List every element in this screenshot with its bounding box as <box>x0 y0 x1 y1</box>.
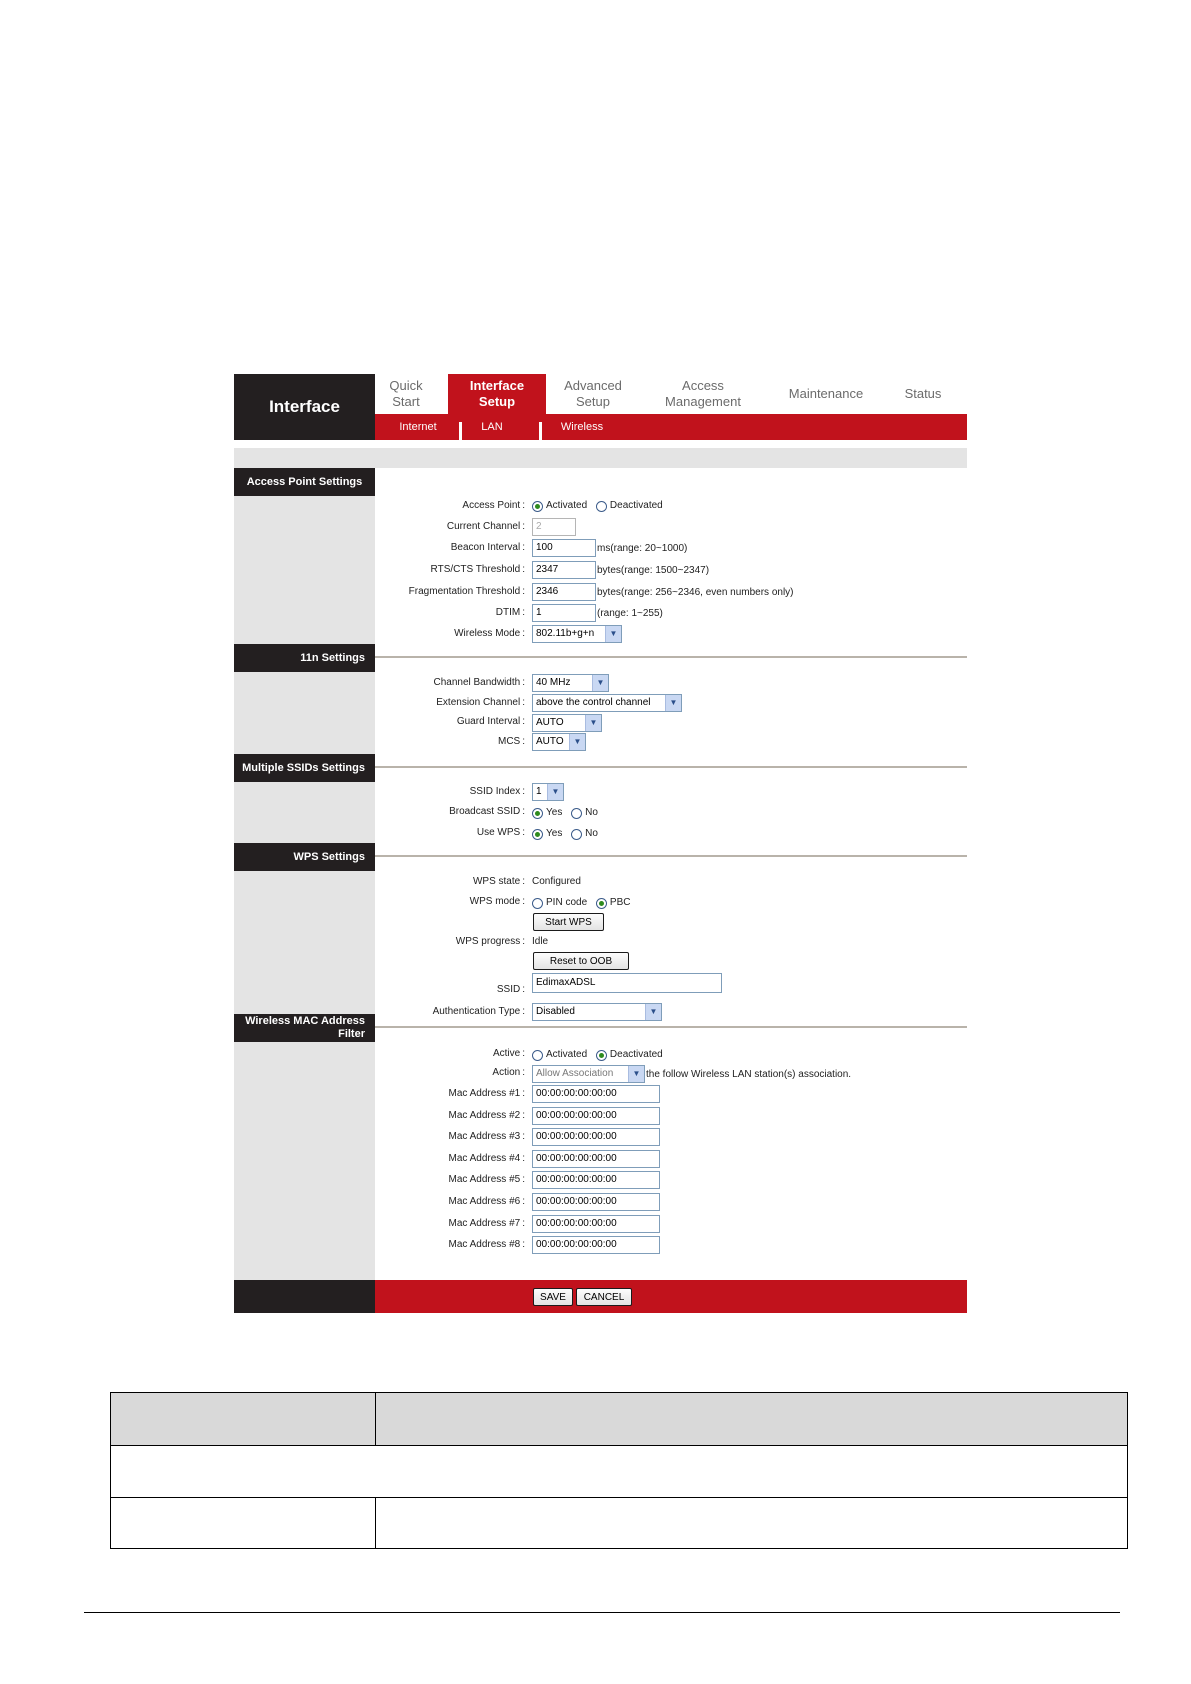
broadcast-ssid-yes-radio[interactable] <box>532 808 543 819</box>
chevron-down-icon: ▼ <box>585 715 601 731</box>
wps-mode-options <box>532 895 636 911</box>
mac-address-label: Mac Address #1 : <box>448 1088 525 1099</box>
wps-pbc-radio[interactable] <box>596 898 607 909</box>
select-value: AUTO <box>536 736 564 747</box>
mac-address-input[interactable]: 00:00:00:00:00:00 <box>532 1150 660 1168</box>
tab-label: Start <box>392 394 420 409</box>
mac-address-input[interactable]: 00:00:00:00:00:00 <box>532 1171 660 1189</box>
select-value: 1 <box>536 786 542 797</box>
wps-mode-label: WPS mode : <box>469 896 525 907</box>
chevron-down-icon: ▼ <box>605 626 621 642</box>
ssid-index-select[interactable] <box>532 783 564 801</box>
mac-filter-action-hint: the follow Wireless LAN station(s) association. <box>646 1069 852 1080</box>
radio-label: PBC <box>609 897 631 908</box>
authentication-type-label: Authentication Type : <box>432 1006 525 1017</box>
current-channel-label: Current Channel : <box>446 521 525 532</box>
tab-advanced-setup[interactable] <box>546 374 640 414</box>
radio-label: No <box>585 828 598 839</box>
chevron-down-icon: ▼ <box>665 695 681 711</box>
tab-label: Interface <box>469 378 525 393</box>
tab-label: Access <box>682 378 724 393</box>
tab-label: Setup <box>478 394 516 409</box>
mac-address-label: Mac Address #4 : <box>448 1152 525 1164</box>
mac-address-label: Mac Address #8 : <box>448 1239 525 1251</box>
tab-label: Advanced <box>564 378 622 393</box>
section-title-line: Wireless MAC Address <box>245 1015 365 1027</box>
authentication-type-select[interactable] <box>532 1003 662 1021</box>
save-button[interactable]: SAVE <box>533 1288 573 1306</box>
section-wireless-mac-filter <box>234 1014 375 1042</box>
broadcast-ssid-label: Broadcast SSID : <box>449 806 525 817</box>
mac-address-input[interactable]: 00:00:00:00:00:00 <box>532 1236 660 1254</box>
tab-label: Status <box>904 386 942 401</box>
dtim-input[interactable]: 1 <box>532 604 596 622</box>
ssid-index-label: SSID Index : <box>469 786 525 797</box>
wps-ssid-input[interactable]: EdimaxADSL <box>532 973 722 993</box>
radio-label: No <box>585 807 598 818</box>
guard-interval-select[interactable] <box>532 714 602 732</box>
cancel-button[interactable]: CANCEL <box>576 1288 632 1306</box>
dtim-label: DTIM : <box>495 607 525 618</box>
mac-filter-active-options <box>532 1047 669 1063</box>
wps-progress-value: Idle <box>532 936 549 947</box>
radio-label: Activated <box>546 1049 588 1060</box>
tab-label: Quick <box>389 378 423 393</box>
tab-access-management[interactable] <box>640 374 766 414</box>
use-wps-no-radio[interactable] <box>571 829 582 840</box>
spacer-strip <box>234 448 967 468</box>
chevron-down-icon: ▼ <box>569 734 585 750</box>
wps-state-label: WPS state : <box>472 876 525 887</box>
section-multiple-ssids-settings: Multiple SSIDs Settings <box>234 754 375 782</box>
section-wps-settings: WPS Settings <box>234 843 375 871</box>
mac-address-input[interactable]: 00:00:00:00:00:00 <box>532 1193 660 1211</box>
fragmentation-threshold-label: Fragmentation Threshold : <box>408 586 525 597</box>
rts-threshold-hint: bytes(range: 1500~2347) <box>597 565 710 576</box>
beacon-interval-hint: ms(range: 20~1000) <box>597 543 688 554</box>
wireless-mode-label: Wireless Mode : <box>454 628 525 639</box>
broadcast-ssid-options <box>532 805 604 821</box>
beacon-interval-input[interactable]: 100 <box>532 539 596 557</box>
mac-filter-action-label: Action : <box>492 1067 525 1078</box>
section-title-line: Filter <box>338 1028 365 1040</box>
mac-address-label: Mac Address #6 : <box>448 1196 525 1207</box>
use-wps-label: Use WPS : <box>476 827 525 838</box>
access-point-options <box>532 498 669 514</box>
tab-status[interactable] <box>886 374 960 414</box>
table-header-row <box>111 1393 1127 1445</box>
radio-label: Yes <box>546 807 563 818</box>
tab-label: Management <box>665 394 741 409</box>
rts-threshold-label: RTS/CTS Threshold : <box>430 564 525 575</box>
select-value: AUTO <box>536 717 564 728</box>
left-column <box>234 468 375 1280</box>
wps-progress-label: WPS progress : <box>455 936 525 947</box>
mac-address-label: Mac Address #7 : <box>448 1217 525 1229</box>
radio-label: PIN code <box>546 897 588 908</box>
wps-pin-code-radio[interactable] <box>532 898 543 909</box>
tab-label: Maintenance <box>788 386 864 401</box>
table-column-rule <box>375 1497 376 1548</box>
guard-interval-label: Guard Interval : <box>456 716 525 727</box>
rts-threshold-input[interactable]: 2347 <box>532 561 596 579</box>
tab-maintenance[interactable] <box>766 374 886 414</box>
chevron-down-icon: ▼ <box>592 675 608 691</box>
radio-label: Deactivated <box>609 500 663 511</box>
mac-filter-activated-radio[interactable] <box>532 1050 543 1061</box>
access-point-label: Access Point : <box>462 500 525 511</box>
channel-bandwidth-select[interactable] <box>532 674 609 692</box>
footer-left <box>234 1280 375 1313</box>
section-divider <box>375 766 967 768</box>
extension-channel-select[interactable] <box>532 694 682 712</box>
beacon-interval-label: Beacon Interval : <box>450 542 525 553</box>
mac-filter-action-select[interactable] <box>532 1065 645 1083</box>
subtab-bar <box>375 414 967 440</box>
extension-channel-label: Extension Channel : <box>436 697 525 708</box>
section-divider <box>375 656 967 658</box>
subtab-internet[interactable]: Internet <box>399 421 437 433</box>
mac-address-input[interactable]: 00:00:00:00:00:00 <box>532 1215 660 1233</box>
radio-label: Activated <box>546 500 588 511</box>
broadcast-ssid-no-radio[interactable] <box>571 808 582 819</box>
section-11n-settings: 11n Settings <box>234 644 375 672</box>
wps-state-value: Configured <box>532 876 581 887</box>
reset-to-oob-button[interactable]: Reset to OOB <box>533 952 629 970</box>
select-value: above the control channel <box>536 697 651 708</box>
table-rule <box>111 1445 1127 1446</box>
brand-label: Interface <box>234 374 375 440</box>
mac-filter-deactivated-radio[interactable] <box>596 1050 607 1061</box>
section-divider <box>375 855 967 857</box>
section-access-point-settings: Access Point Settings <box>234 468 375 496</box>
mac-address-label: Mac Address #3 : <box>448 1131 525 1143</box>
wps-ssid-label: SSID : <box>496 984 525 995</box>
chevron-down-icon: ▼ <box>547 784 563 800</box>
start-wps-button[interactable]: Start WPS <box>533 913 604 931</box>
section-divider <box>375 1026 967 1028</box>
mac-address-input[interactable]: 00:00:00:00:00:00 <box>532 1107 660 1125</box>
channel-bandwidth-label: Channel Bandwidth : <box>433 677 525 688</box>
select-value: 40 MHz <box>536 677 571 688</box>
description-table <box>110 1392 1128 1549</box>
chevron-down-icon: ▼ <box>628 1066 644 1082</box>
footer-bar <box>375 1280 967 1313</box>
mac-address-input[interactable]: 00:00:00:00:00:00 <box>532 1085 660 1103</box>
wireless-mode-select[interactable] <box>532 625 622 643</box>
access-point-deactivated-radio[interactable] <box>596 501 607 512</box>
mac-address-input[interactable]: 00:00:00:00:00:00 <box>532 1128 660 1146</box>
table-column-rule <box>375 1393 376 1445</box>
select-value: 802.11b+g+n <box>536 628 595 639</box>
mcs-label: MCS : <box>497 736 525 747</box>
subtab-lan[interactable]: LAN <box>481 421 503 433</box>
subtab-wireless[interactable]: Wireless <box>560 421 604 433</box>
access-point-activated-radio[interactable] <box>532 501 543 512</box>
router-settings-panel <box>234 374 967 1313</box>
mcs-select[interactable] <box>532 733 586 751</box>
chevron-down-icon: ▼ <box>645 1004 661 1020</box>
page-footer-rule <box>84 1612 1120 1613</box>
select-value: Disabled <box>536 1006 575 1017</box>
tab-label: Setup <box>576 394 610 409</box>
tab-interface-setup[interactable] <box>448 374 546 414</box>
tab-quick-start[interactable] <box>375 374 437 414</box>
fragmentation-threshold-hint: bytes(range: 256~2346, even numbers only) <box>597 587 794 598</box>
select-value: Allow Association <box>536 1068 614 1079</box>
radio-label: Deactivated <box>609 1049 663 1060</box>
fragmentation-threshold-input[interactable]: 2346 <box>532 583 596 601</box>
use-wps-yes-radio[interactable] <box>532 829 543 840</box>
table-rule <box>111 1497 1127 1498</box>
use-wps-options <box>532 826 604 842</box>
radio-label: Yes <box>546 828 563 839</box>
current-channel-field: 2 <box>532 518 576 536</box>
mac-address-label: Mac Address #5 : <box>448 1174 525 1186</box>
mac-filter-active-label: Active : <box>492 1048 525 1059</box>
dtim-hint: (range: 1~255) <box>597 608 663 619</box>
mac-address-label: Mac Address #2 : <box>448 1109 525 1121</box>
